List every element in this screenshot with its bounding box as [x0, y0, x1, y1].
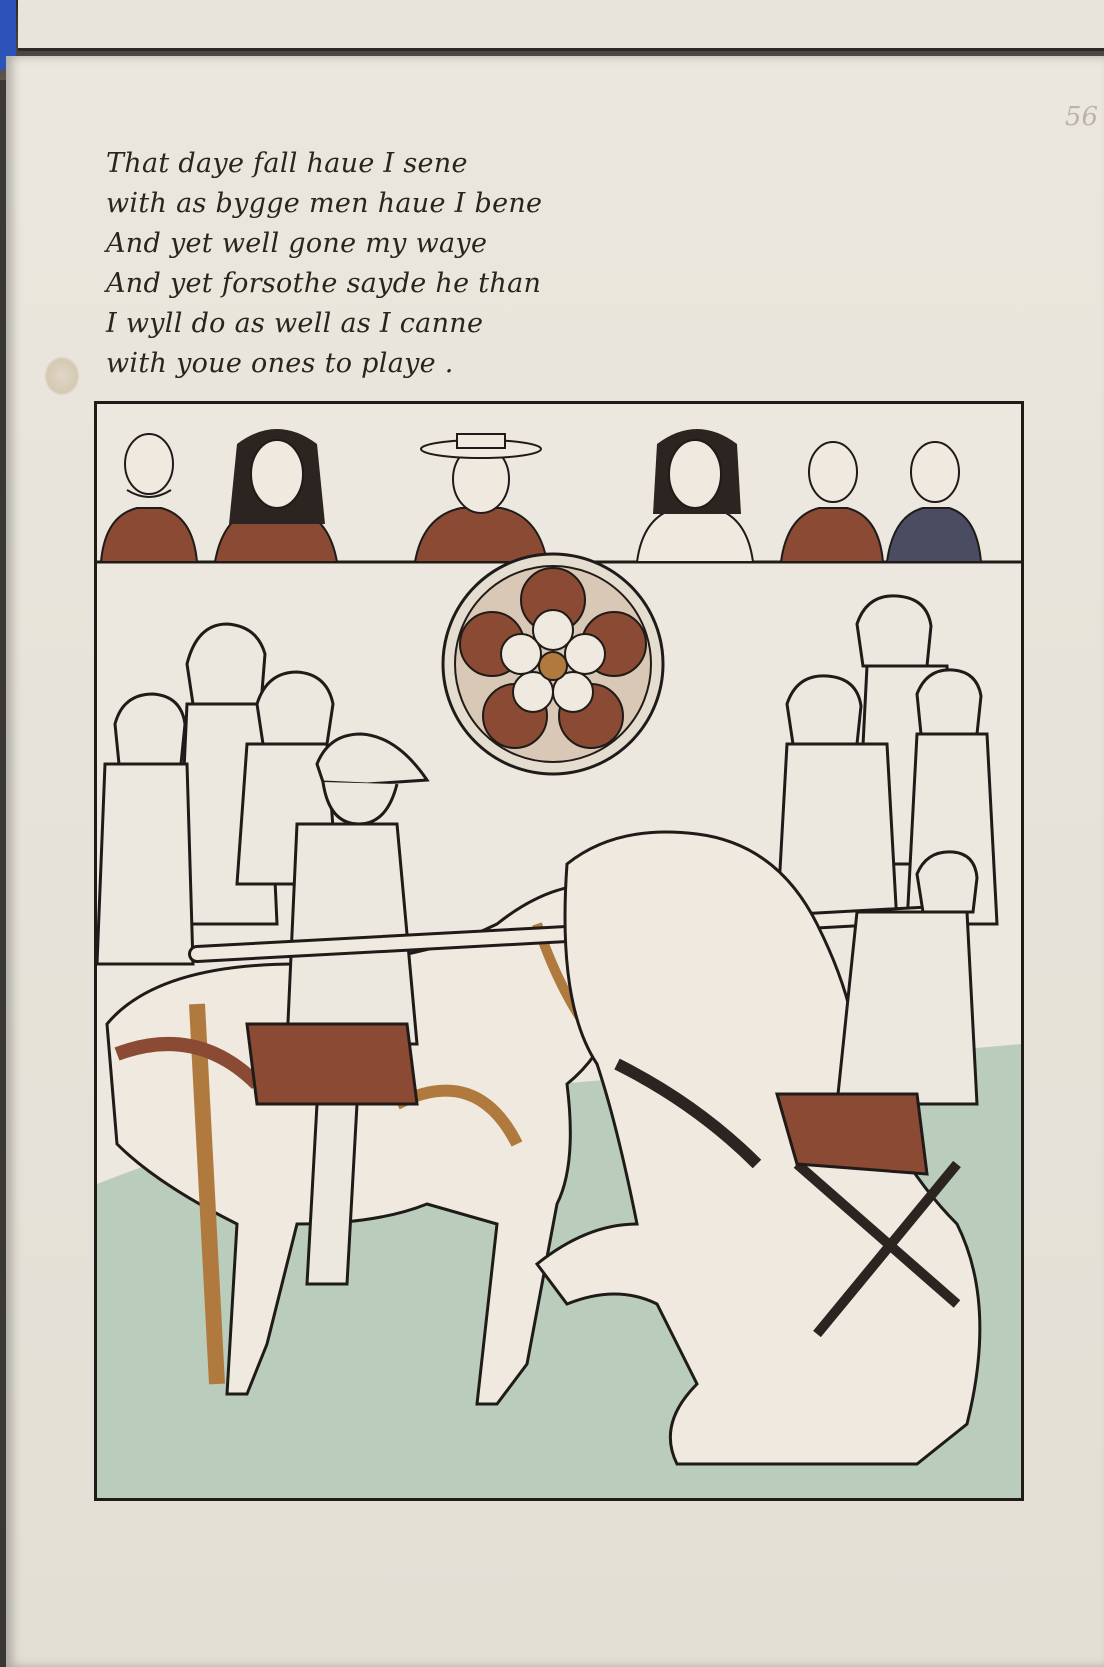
verse-text — [106, 144, 666, 384]
spectator-icon — [415, 434, 547, 562]
spectator-icon — [637, 429, 753, 562]
verse-line: I wyll do as well as I canne — [106, 308, 484, 339]
verse-line: with youe ones to playe . — [106, 348, 454, 379]
folio-number: 56 — [1064, 102, 1098, 132]
previous-leaf-edge — [18, 0, 1104, 51]
spectator-gallery — [97, 429, 1021, 562]
illustration-frame — [94, 401, 1024, 1501]
spectator-icon — [215, 429, 337, 562]
page-stain — [44, 356, 80, 396]
jousting-illustration — [97, 404, 1021, 1498]
spectator-icon — [101, 434, 197, 562]
verse-line: with as bygge men haue I bene — [106, 188, 543, 219]
verse-line: That daye fall haue I sene — [106, 148, 468, 179]
spectator-icon — [781, 442, 883, 562]
manuscript-page — [6, 56, 1104, 1667]
verse-line: And yet well gone my waye — [106, 228, 488, 259]
spectator-icon — [887, 442, 981, 562]
verse-line: And yet forsothe sayde he than — [106, 268, 542, 299]
tudor-rose-icon — [443, 554, 663, 774]
